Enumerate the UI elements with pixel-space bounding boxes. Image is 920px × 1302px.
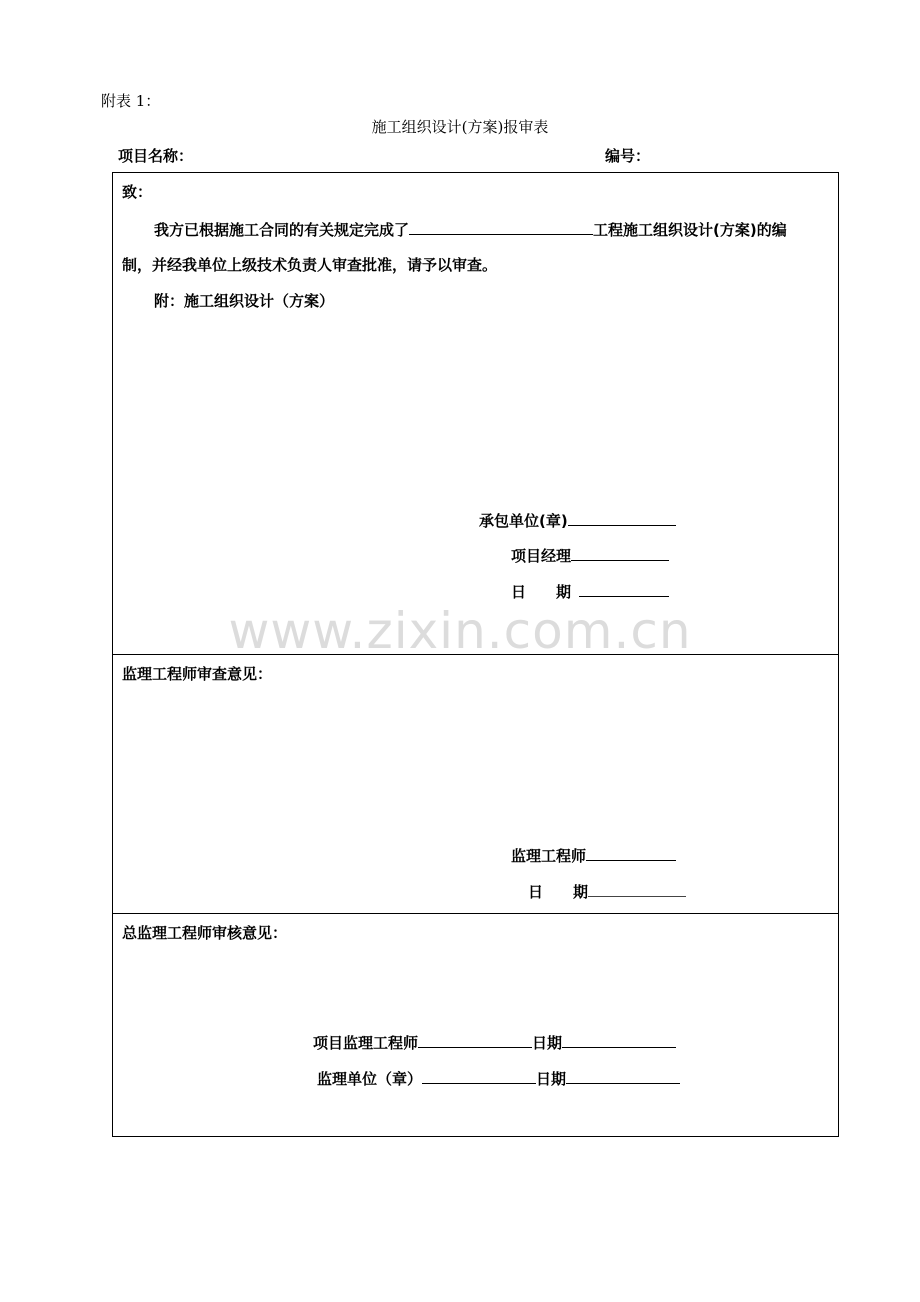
form-title: 施工组织设计(方案)报审表 [371,118,549,136]
manager-label: 项目经理 [511,547,572,565]
engineer-signature-row [511,844,676,866]
date-blank-2[interactable] [588,880,686,897]
contractor-blank[interactable] [568,509,676,526]
review-form-table [112,172,839,1137]
manager-signature-row [511,544,669,566]
chief-review-title: 总监理工程师审核意见： [122,924,288,942]
date-label-3: 日期 [532,1034,563,1052]
submission-text-part1: 我方已根据施工合同的有关规定完成了 [154,221,410,239]
date-blank-3[interactable] [562,1031,676,1048]
submission-text-line1 [154,218,787,240]
date-label-4: 日期 [536,1070,567,1088]
project-engineer-row [313,1031,676,1053]
to-label: 致： [122,183,153,201]
contractor-label: 承包单位(章) [479,512,568,530]
submission-section [113,173,838,655]
contractor-signature-row [479,509,676,531]
supervision-unit-label: 监理单位（章） [317,1070,423,1088]
chief-review-section [113,914,838,1137]
appendix-label: 附表 1： [101,92,161,110]
submission-text-part2: 工程施工组织设计(方案)的编 [593,221,787,239]
engineer-label: 监理工程师 [511,847,587,865]
date-row-2 [528,880,686,902]
project-name-label: 项目名称： [118,147,194,165]
date-label-2: 日 期 [528,883,589,901]
number-label: 编号： [605,147,651,165]
engineer-review-section [113,655,838,914]
date-blank-1[interactable] [579,580,669,597]
date-blank-4[interactable] [566,1067,680,1084]
project-engineer-blank[interactable] [418,1031,532,1048]
attachment-label: 附：施工组织设计（方案） [154,292,335,310]
supervision-unit-blank[interactable] [422,1067,536,1084]
project-name-blank[interactable] [409,218,593,235]
project-engineer-label: 项目监理工程师 [313,1034,419,1052]
engineer-blank[interactable] [586,844,676,861]
submission-text-line2: 制，并经我单位上级技术负责人审查批准，请予以审查。 [122,256,498,274]
supervision-unit-row [317,1067,680,1089]
watermark: www.zixin.com.cn [228,602,692,660]
manager-blank[interactable] [571,544,669,561]
engineer-review-title: 监理工程师审查意见： [122,665,273,683]
date-label-1: 日 期 [511,583,572,601]
date-row-1 [511,580,669,602]
